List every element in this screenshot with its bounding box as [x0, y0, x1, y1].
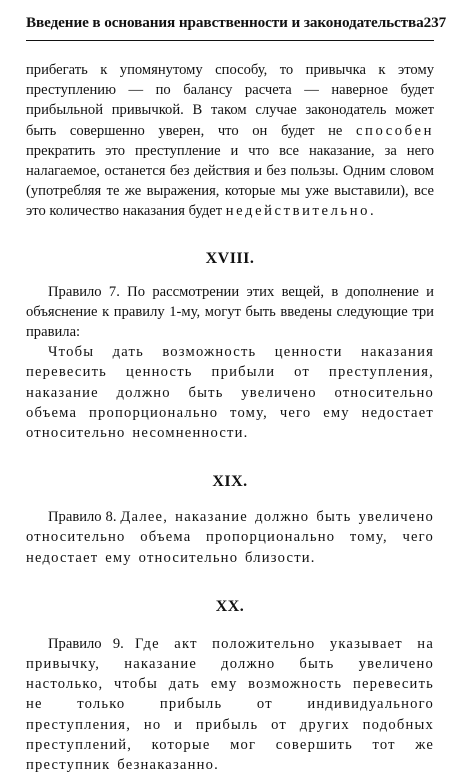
para1-text-b: прекратить это преступление и что все наказание, за него налагаемое, останется без действия и без пользы. Одним словом (употребляя те же выражения, которые мы уже выставили), все это количество наказания будет: [26, 142, 434, 220]
rule-9-text: Где акт положительно указывает на привычку, наказание должно быть увеличено настолько, чтобы дать ему возможность перевесить не только прибыль от индивидуального преступления, но и прибыль от других подобных преступлений, которые мог совершить тот же преступник безнаказанно.: [26, 635, 434, 774]
rule-8-paragraph: [26, 507, 434, 568]
section-heading-20: XX.: [215, 597, 245, 615]
header-rule: [26, 40, 434, 41]
para1-spaced-b: недействительно: [225, 203, 371, 220]
rule-7-text: Чтобы дать возможность ценности наказания перевесить ценность прибыли от преступления, наказание должно быть увеличено относительно объема пропорционально тому, чего ему недостает относительно несомненности.: [26, 344, 434, 442]
para1-spaced-a: способен: [355, 122, 434, 139]
section-heading-18: XVIII.: [205, 249, 255, 267]
para1-text-c: .: [370, 203, 374, 220]
running-title: Введение в основания нравственности и законодательства: [26, 14, 424, 31]
running-head: [26, 14, 447, 32]
para1-text-a: прибегать к упомянутому способу, то привычка к этому преступлению — по балансу расчета — наверное будет прибыльной привычкой. В таком случае законодатель может быть совершенно уверен, что он будет не: [26, 62, 434, 139]
rule-7-intro: Правило 7. По рассмотрении этих вещей, в дополнение и объяснение к правилу 1-му, могут быть введены следующие три правила:: [26, 283, 434, 341]
rule-8-text: Далее, наказание должно быть увеличено относительно объема пропорционально тому, чего недостает ему относительно близости.: [26, 509, 434, 566]
rule-9-paragraph: [26, 634, 434, 775]
paragraph-continuation: [26, 60, 434, 222]
section-heading-19: XIX.: [212, 473, 248, 491]
page-body: [26, 60, 434, 775]
rule-9-label: Правило 9.: [48, 635, 136, 652]
rule-8-label: Правило 8.: [48, 509, 121, 526]
page-number: 237: [423, 14, 447, 31]
